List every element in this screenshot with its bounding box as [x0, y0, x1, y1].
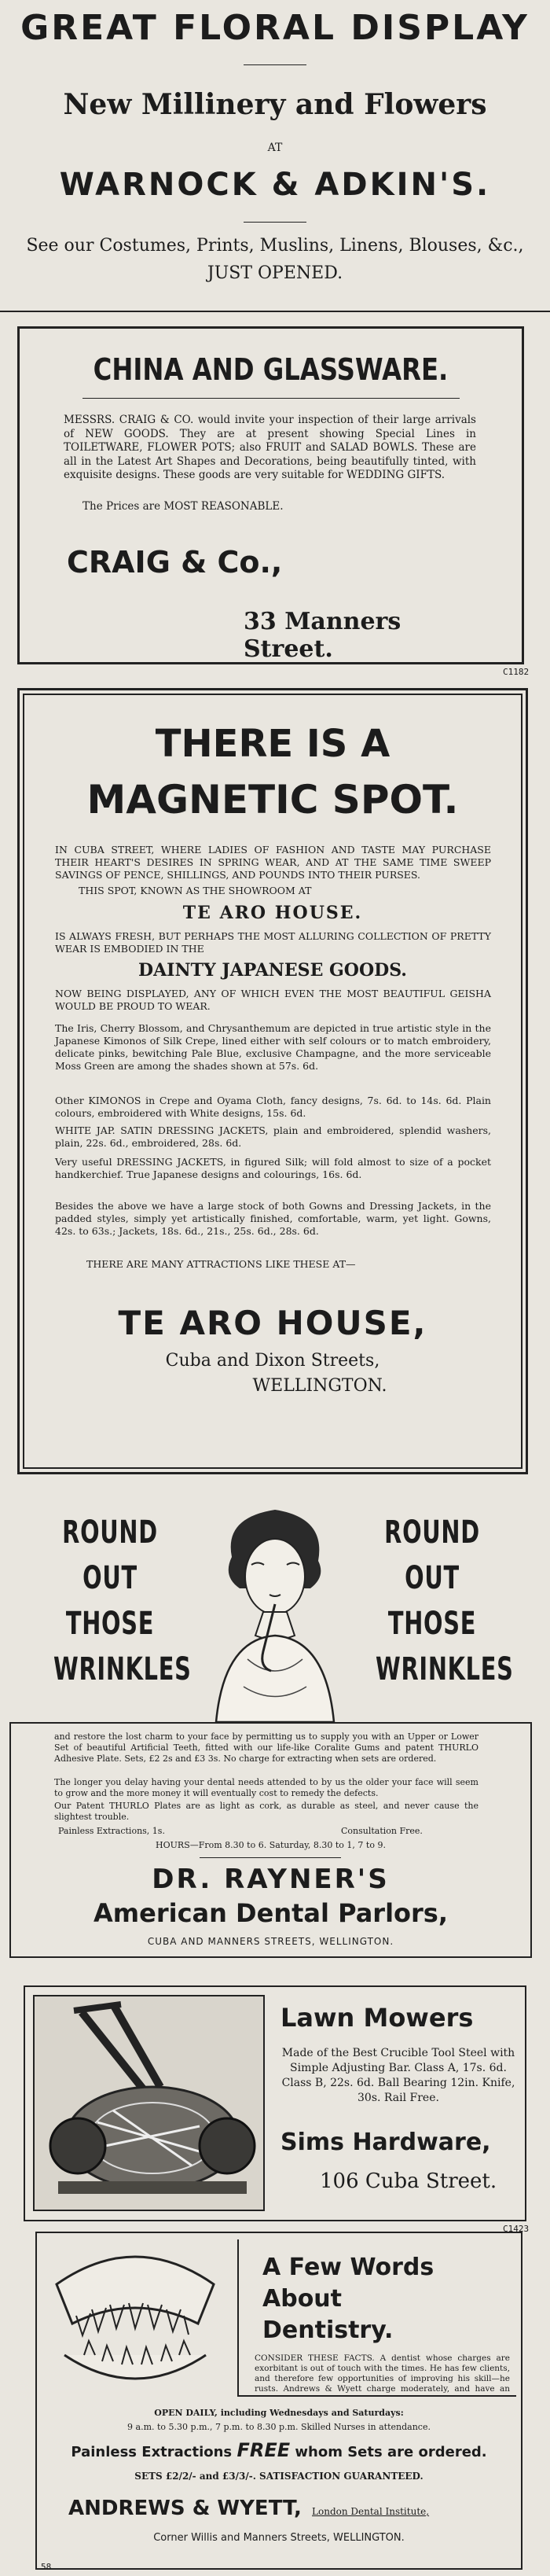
dentistry-institute: London Dental Institute, — [312, 2506, 430, 2517]
rayner-text-box — [9, 1722, 532, 1958]
lawn-mower-illustration — [35, 1996, 263, 2210]
rayner-ad — [0, 1498, 550, 1970]
rayner-left-word: THOSE — [65, 1606, 155, 1642]
rayner-right-word: WRINKLES — [376, 1651, 514, 1687]
magnetic-house: TE ARO HOUSE. — [182, 903, 363, 923]
dentistry-p1-start — [255, 2353, 510, 2394]
floral-short-rule — [244, 64, 306, 65]
magnetic-p1: IN CUBA STREET, WHERE LADIES OF FASHION AND TASTE MAY PURCHASE THEIR HEART'S DESIRES IN SPRING WEAR, AND AT THE SAME TIME SWEEP SAVINGS OF PENCE, SHILLINGS, AND POUNDS INTO THEIR PURSES. — [55, 844, 491, 881]
magnetic-p2: THIS SPOT, KNOWN AS THE SHOWROOM AT — [79, 885, 312, 896]
magnetic-p7: WHITE JAP. SATIN DRESSING JACKETS, plain and embroidered, splendid washers, plain, 22s. 6d., embroidered, 28s. 6d. — [55, 1124, 491, 1149]
china-prices: The Prices are MOST REASONABLE. — [82, 500, 284, 513]
dentistry-whom: whom Sets are ordered. — [295, 2444, 487, 2460]
dentistry-sets: SETS £2/2/- and £3/3/-. SATISFACTION GUARANTEED. — [134, 2471, 424, 2482]
china-title-rule — [82, 398, 460, 399]
magnetic-footer-name: TE ARO HOUSE, — [118, 1304, 427, 1342]
rayner-hours: HOURS—From 8.30 to 6. Saturday, 8.30 to 1, 7 to 9. — [156, 1840, 386, 1850]
mowers-illustration-box — [33, 1995, 265, 2211]
magnetic-p4: NOW BEING DISPLAYED, ANY OF WHICH EVEN THE MOST BEAUTIFUL GEISHA WOULD BE PROUD TO WEAR. — [55, 988, 491, 1012]
magnetic-footer-address: Cuba and Dixon Streets, — [165, 1351, 380, 1371]
mowers-store: Sims Hardware, — [280, 2129, 491, 2156]
denture-illustration — [41, 2237, 229, 2394]
floral-store-name: WARNOCK & ADKIN'S. — [59, 167, 491, 203]
rayner-p1: and restore the lost charm to your face by permitting us to supply you with an Upper or Lower Set of beautiful Artificial Teeth, fitted with our life-like Coralite Gums and patent THURLO Adhesive Plate. Sets, £2 2s and £3 3s. No charge for extracting when sets are ordered. — [54, 1731, 478, 1764]
floral-subtitle: New Millinery and Flowers — [63, 88, 487, 121]
rayner-name: DR. RAYNER'S — [152, 1864, 390, 1895]
dentistry-free: FREE — [236, 2439, 291, 2461]
dentistry-title-3: Dentistry. — [262, 2317, 394, 2344]
rayner-right-words — [354, 1510, 514, 1692]
china-ad-box — [17, 326, 524, 664]
woman-portrait-illustration — [200, 1502, 350, 1722]
rayner-right-word: OUT — [405, 1560, 460, 1596]
floral-line-1: See our Costumes, Prints, Muslins, Linens, Blouses, &c., — [26, 236, 524, 256]
china-company: CRAIG & Co., — [67, 545, 283, 580]
floral-ad — [0, 0, 550, 315]
dentistry-name: ANDREWS & WYETT, — [68, 2497, 302, 2520]
dentistry-address: Corner Willis and Manners Streets, WELLINGTON. — [153, 2532, 405, 2544]
section-divider — [0, 311, 550, 312]
rayner-p2: The longer you delay having your dental needs attended to by us the older your face will seem to grow and the more money it will eventually cost to remedy the defects. — [54, 1777, 478, 1798]
rayner-address: CUBA AND MANNERS STREETS, WELLINGTON. — [147, 1936, 394, 1947]
rayner-parlors: American Dental Parlors, — [94, 1898, 448, 1928]
rayner-right-word: THOSE — [387, 1606, 477, 1642]
rayner-left-words — [31, 1510, 192, 1692]
floral-title: GREAT FLORAL DISPLAY — [20, 8, 530, 48]
mowers-ad-box — [24, 1985, 526, 2221]
magnetic-title-2: MAGNETIC SPOT. — [86, 777, 459, 822]
magnetic-goods: DAINTY JAPANESE GOODS. — [138, 960, 407, 981]
dentistry-ad-box — [35, 2232, 522, 2570]
dentistry-painless-line — [37, 2439, 521, 2461]
china-body: MESSRS. CRAIG & CO. would invite your inspection of their large arrivals of NEW GOODS. They are at present showing Special Lines in TOILETWARE, FLOWER POTS; also FRUIT and SALAD BOWLS. These are all in the Latest Art Shapes and Decorations, being beautifully tinted, with exquisite designs. These goods are very suitable for WEDDING GIFTS. — [64, 414, 476, 481]
magnetic-title-1: THERE IS A — [155, 722, 390, 766]
rayner-consultation: Consultation Free. — [341, 1826, 423, 1836]
magnetic-footer-city: WELLINGTON. — [252, 1376, 387, 1396]
dentistry-open: OPEN DAILY, including Wednesdays and Saturdays: — [154, 2408, 404, 2418]
china-code: C1182 — [503, 667, 530, 677]
dentistry-title-1: A Few Words — [262, 2254, 434, 2281]
magnetic-p10: THERE ARE MANY ATTRACTIONS LIKE THESE AT— — [86, 1258, 356, 1270]
china-title: CHINA AND GLASSWARE. — [93, 352, 449, 387]
magnetic-p8: Very useful DRESSING JACKETS, in figured Silk; will fold almost to size of a pocket handkerchief. True Japanese designs and colourings, 16s. 6d. — [55, 1156, 491, 1180]
rayner-divider — [200, 1857, 341, 1858]
dentistry-p1: CONSIDER THESE FACTS. A dentist whose charges are exorbitant is out of touch with the times. He has few clients, and therefore few opportunities of improving his skill—he rusts. Andrews & Wyett charge moderately, and have an — [255, 2353, 510, 2394]
china-address: 33 Manners Street. — [244, 608, 402, 663]
mowers-code: C1423 — [503, 2224, 530, 2234]
rayner-p3: Our Patent THURLO Plates are as light as cork, as durable as steel, and never cause the slightest trouble. — [54, 1801, 478, 1822]
floral-at: AT — [267, 142, 283, 154]
magnetic-p9: Besides the above we have a large stock of both Gowns and Dressing Jackets, in the padded styles, simply yet artistically finished, comfortable, warm, yet light. Gowns, 42s. to 63s.; Jackets, 18s. 6d., 21s., 25s. 6d., 28s. 6d. — [55, 1200, 491, 1237]
rayner-left-word: ROUND — [62, 1514, 158, 1551]
dentistry-title-box — [237, 2239, 516, 2397]
magnetic-ad-box — [17, 688, 528, 1474]
dentistry-painless: Painless Extractions — [71, 2444, 233, 2460]
rayner-left-word: WRINKLES — [53, 1651, 192, 1687]
rayner-extractions: Painless Extractions, 1s. — [58, 1826, 165, 1836]
dentistry-hours: 9 a.m. to 5.30 p.m., 7 p.m. to 8.30 p.m. Skilled Nurses in attendance. — [127, 2422, 431, 2432]
dentistry-name-line — [68, 2497, 508, 2520]
dentistry-code: 58 — [41, 2562, 52, 2572]
magnetic-p6: Other KIMONOS in Crepe and Oyama Cloth, fancy designs, 7s. 6d. to 14s. 6d. Plain colours, embroidered with White designs, 15s. 6d. — [55, 1095, 491, 1119]
floral-short-rule-2 — [244, 222, 306, 223]
mowers-title: Lawn Mowers — [280, 2003, 474, 2033]
mowers-description: Made of the Best Crucible Tool Steel with Simple Adjusting Bar. Class A, 17s. 6d. Class B, 22s. 6d. Ball Bearing 12in. Knife, 30s. Rail Free. — [281, 2047, 515, 2104]
rayner-right-word: ROUND — [384, 1514, 480, 1551]
rayner-left-word: OUT — [82, 1560, 138, 1596]
mowers-address: 106 Cuba Street. — [320, 2169, 497, 2193]
magnetic-p5: The Iris, Cherry Blossom, and Chrysanthemum are depicted in true artistic style in the Japanese Kimonos of Silk Crepe, lined either with self colours or to match embroidery, delicate pinks, bewitching Pale Blue, exclusive Champagne, and the more serviceable Moss Green are among the shades shown at 57s. 6d. — [55, 1022, 491, 1072]
floral-line-2: JUST OPENED. — [207, 263, 343, 283]
dentistry-title-2: About — [262, 2285, 343, 2313]
magnetic-p3: IS ALWAYS FRESH, BUT PERHAPS THE MOST ALLURING COLLECTION OF PRETTY WEAR IS EMBODIED IN THE — [55, 930, 491, 955]
